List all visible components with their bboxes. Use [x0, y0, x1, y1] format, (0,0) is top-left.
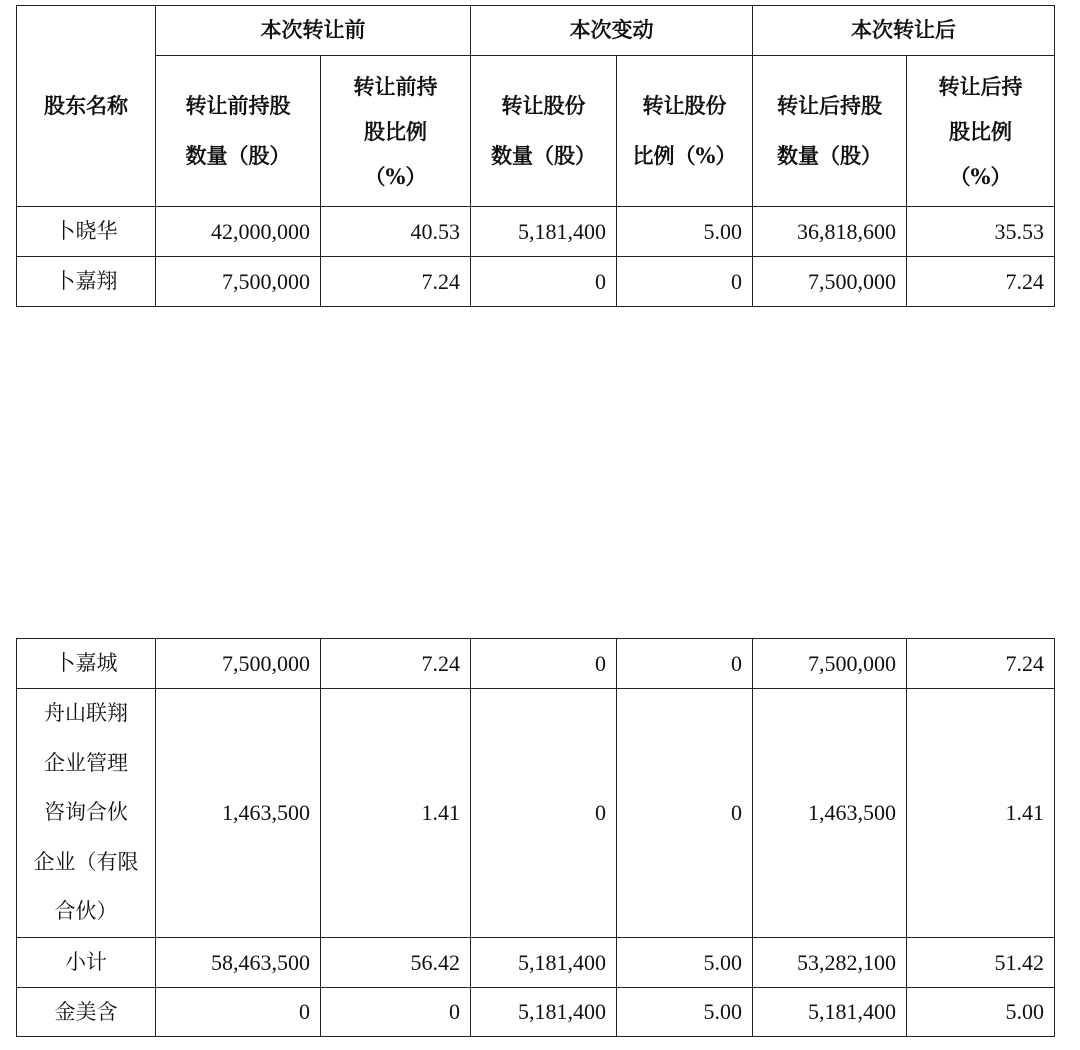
- change-qty-cell: 5,181,400: [471, 207, 617, 257]
- before-qty-cell: 58,463,500: [156, 937, 321, 987]
- change-pct-cell: 0: [617, 257, 753, 307]
- header-sub-row: [17, 56, 1055, 207]
- shareholder-name-cell: 卜晓华: [17, 207, 156, 257]
- shareholder-name-cell: 金美含: [17, 987, 156, 1036]
- table-row: [17, 689, 1055, 938]
- after-qty-header: 转让后持股 数量（股）: [753, 56, 907, 207]
- after-qty-cell: 7,500,000: [753, 639, 907, 689]
- table-row: [17, 987, 1055, 1036]
- after-qty-cell: 7,500,000: [753, 257, 907, 307]
- before-qty-cell: 0: [156, 987, 321, 1036]
- before-pct-cell: 0: [321, 987, 471, 1036]
- before-qty-cell: 42,000,000: [156, 207, 321, 257]
- after-pct-header: 转让后持 股比例 （%）: [907, 56, 1055, 207]
- after-qty-cell: 1,463,500: [753, 689, 907, 938]
- after-qty-cell: 5,181,400: [753, 987, 907, 1036]
- after-pct-cell: 7.24: [907, 639, 1055, 689]
- after-qty-cell: 36,818,600: [753, 207, 907, 257]
- change-qty-cell: 0: [471, 689, 617, 938]
- change-qty-cell: 0: [471, 639, 617, 689]
- shareholder-name-cell: 卜嘉城: [17, 639, 156, 689]
- before-pct-cell: 7.24: [321, 639, 471, 689]
- change-pct-cell: 5.00: [617, 207, 753, 257]
- change-pct-cell: 0: [617, 689, 753, 938]
- before-transfer-header: 本次转让前: [156, 6, 471, 56]
- shareholding-table-top: [16, 5, 1055, 307]
- change-header: 本次变动: [471, 6, 753, 56]
- before-qty-header: 转让前持股 数量（股）: [156, 56, 321, 207]
- before-pct-header: 转让前持 股比例 （%）: [321, 56, 471, 207]
- subtotal-label-cell: 小计: [17, 937, 156, 987]
- change-pct-cell: 5.00: [617, 987, 753, 1036]
- after-pct-cell: 7.24: [907, 257, 1055, 307]
- after-pct-cell: 35.53: [907, 207, 1055, 257]
- shareholder-name-header: 股东名称: [17, 6, 156, 207]
- before-pct-cell: 40.53: [321, 207, 471, 257]
- table-row: [17, 257, 1055, 307]
- change-pct-header: 转让股份 比例（%）: [617, 56, 753, 207]
- shareholding-table-bottom: [16, 638, 1055, 1037]
- shareholder-name-cell: 卜嘉翔: [17, 257, 156, 307]
- after-qty-cell: 53,282,100: [753, 937, 907, 987]
- change-pct-cell: 5.00: [617, 937, 753, 987]
- subtotal-row: [17, 937, 1055, 987]
- table-row: [17, 639, 1055, 689]
- before-pct-cell: 56.42: [321, 937, 471, 987]
- shareholder-name-cell: 舟山联翔 企业管理 咨询合伙 企业（有限 合伙）: [17, 689, 156, 938]
- table-row: [17, 207, 1055, 257]
- change-qty-header: 转让股份 数量（股）: [471, 56, 617, 207]
- after-pct-cell: 5.00: [907, 987, 1055, 1036]
- before-qty-cell: 7,500,000: [156, 257, 321, 307]
- header-group-row: [17, 6, 1055, 56]
- before-qty-cell: 7,500,000: [156, 639, 321, 689]
- change-qty-cell: 5,181,400: [471, 937, 617, 987]
- before-qty-cell: 1,463,500: [156, 689, 321, 938]
- before-pct-cell: 7.24: [321, 257, 471, 307]
- after-pct-cell: 51.42: [907, 937, 1055, 987]
- change-pct-cell: 0: [617, 639, 753, 689]
- change-qty-cell: 0: [471, 257, 617, 307]
- before-pct-cell: 1.41: [321, 689, 471, 938]
- after-transfer-header: 本次转让后: [753, 6, 1055, 56]
- change-qty-cell: 5,181,400: [471, 987, 617, 1036]
- after-pct-cell: 1.41: [907, 689, 1055, 938]
